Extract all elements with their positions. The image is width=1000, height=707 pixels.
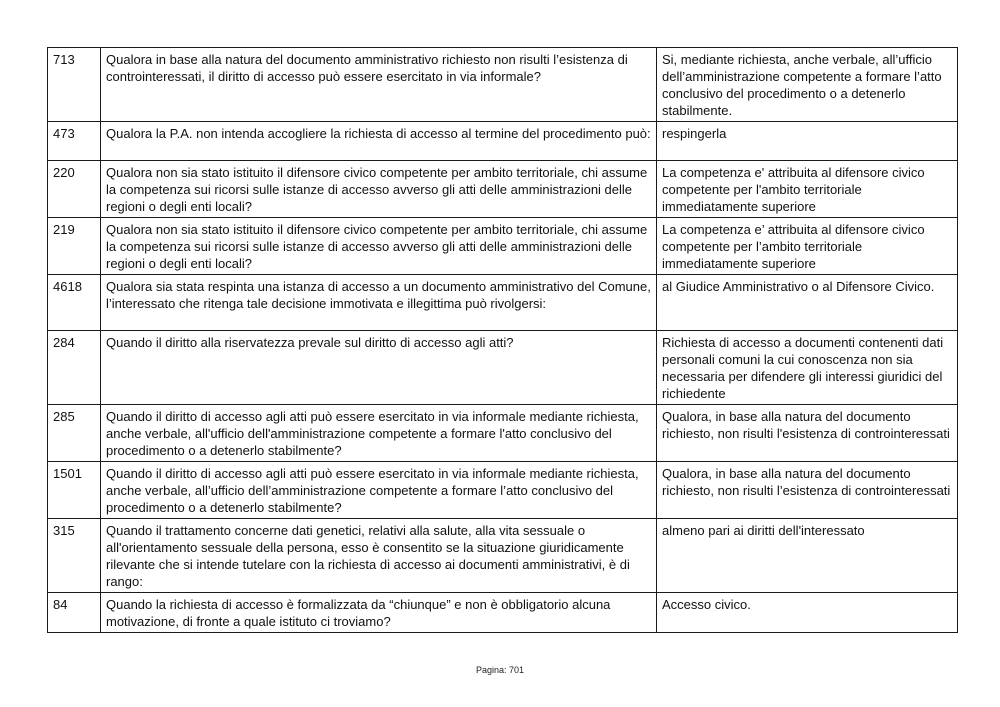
row-id: 285 xyxy=(48,405,101,462)
row-question: Quando la richiesta di accesso è formalizzata da “chiunque” e non è obbligatorio alcuna motivazione, di fronte a quale istituto ci troviamo? xyxy=(101,593,657,633)
row-id: 713 xyxy=(48,48,101,122)
table-row xyxy=(48,161,958,218)
row-answer: La competenza e’ attribuita al difensore civico competente per l’ambito territoriale immediatamente superiore xyxy=(657,218,958,275)
row-answer: Richiesta di accesso a documenti contenenti dati personali comuni la cui conoscenza non sia necessaria per difendere gli interessi giuridici del richiedente xyxy=(657,331,958,405)
row-id: 219 xyxy=(48,218,101,275)
row-question: Quando il diritto di accesso agli atti può essere esercitato in via informale mediante richiesta, anche verbale, all'ufficio dell'amministrazione competente a formare l'atto conclusivo del procedimento o a detenerlo stabilmente? xyxy=(101,405,657,462)
table-row xyxy=(48,519,958,593)
row-answer: Accesso civico. xyxy=(657,593,958,633)
row-question: Qualora sia stata respinta una istanza di accesso a un documento amministrativo del Comune, l’interessato che ritenga tale decisione immotivata e illegittima può rivolgersi: xyxy=(101,275,657,331)
row-answer: La competenza e' attribuita al difensore civico competente per l'ambito territoriale immediatamente superiore xyxy=(657,161,958,218)
page-number: Pagina: 701 xyxy=(475,665,525,675)
row-question: Qualora non sia stato istituito il difensore civico competente per ambito territoriale, chi assume la competenza sui ricorsi sulle istanze di accesso avverso gli atti delle amministrazioni delle regioni o degli enti locali? xyxy=(101,218,657,275)
row-question: Quando il diritto alla riservatezza prevale sul diritto di accesso agli atti? xyxy=(101,331,657,405)
row-id: 315 xyxy=(48,519,101,593)
row-id: 1501 xyxy=(48,462,101,519)
row-answer: Qualora, in base alla natura del documento richiesto, non risulti l'esistenza di controinteressati xyxy=(657,405,958,462)
table-row xyxy=(48,122,958,161)
row-id: 284 xyxy=(48,331,101,405)
row-answer: almeno pari ai diritti dell'interessato xyxy=(657,519,958,593)
row-id: 4618 xyxy=(48,275,101,331)
qa-table xyxy=(47,47,958,633)
table-row xyxy=(48,405,958,462)
row-answer: Si, mediante richiesta, anche verbale, all’ufficio dell’amministrazione competente a formare l’atto conclusivo del procedimento o a detenerlo stabilmente. xyxy=(657,48,958,122)
row-question: Qualora la P.A. non intenda accogliere la richiesta di accesso al termine del procedimento può: xyxy=(101,122,657,161)
row-question: Qualora in base alla natura del documento amministrativo richiesto non risulti l’esistenza di controinteressati, il diritto di accesso può essere esercitato in via informale? xyxy=(101,48,657,122)
table-row xyxy=(48,331,958,405)
table-row xyxy=(48,275,958,331)
row-id: 220 xyxy=(48,161,101,218)
row-id: 473 xyxy=(48,122,101,161)
row-id: 84 xyxy=(48,593,101,633)
table-row xyxy=(48,462,958,519)
table-row xyxy=(48,218,958,275)
row-question: Quando il trattamento concerne dati genetici, relativi alla salute, alla vita sessuale o all'orientamento sessuale della persona, esso è consentito se la situazione giuridicamente rilevante che si intende tutelare con la richiesta di accesso ai documenti amministrativi, è di rango: xyxy=(101,519,657,593)
row-answer: respingerla xyxy=(657,122,958,161)
row-answer: Qualora, in base alla natura del documento richiesto, non risulti l’esistenza di controinteressati xyxy=(657,462,958,519)
table-row xyxy=(48,593,958,633)
row-answer: al Giudice Amministrativo o al Difensore Civico. xyxy=(657,275,958,331)
table-row xyxy=(48,48,958,122)
qa-table-body xyxy=(48,48,958,633)
row-question: Qualora non sia stato istituito il difensore civico competente per ambito territoriale, chi assume la competenza sui ricorsi sulle istanze di accesso avverso gli atti delle amministrazioni delle regioni o degli enti locali? xyxy=(101,161,657,218)
row-question: Quando il diritto di accesso agli atti può essere esercitato in via informale mediante richiesta, anche verbale, all’ufficio dell’amministrazione competente a formare l’atto conclusivo del procedimento o a detenerlo stabilmente? xyxy=(101,462,657,519)
